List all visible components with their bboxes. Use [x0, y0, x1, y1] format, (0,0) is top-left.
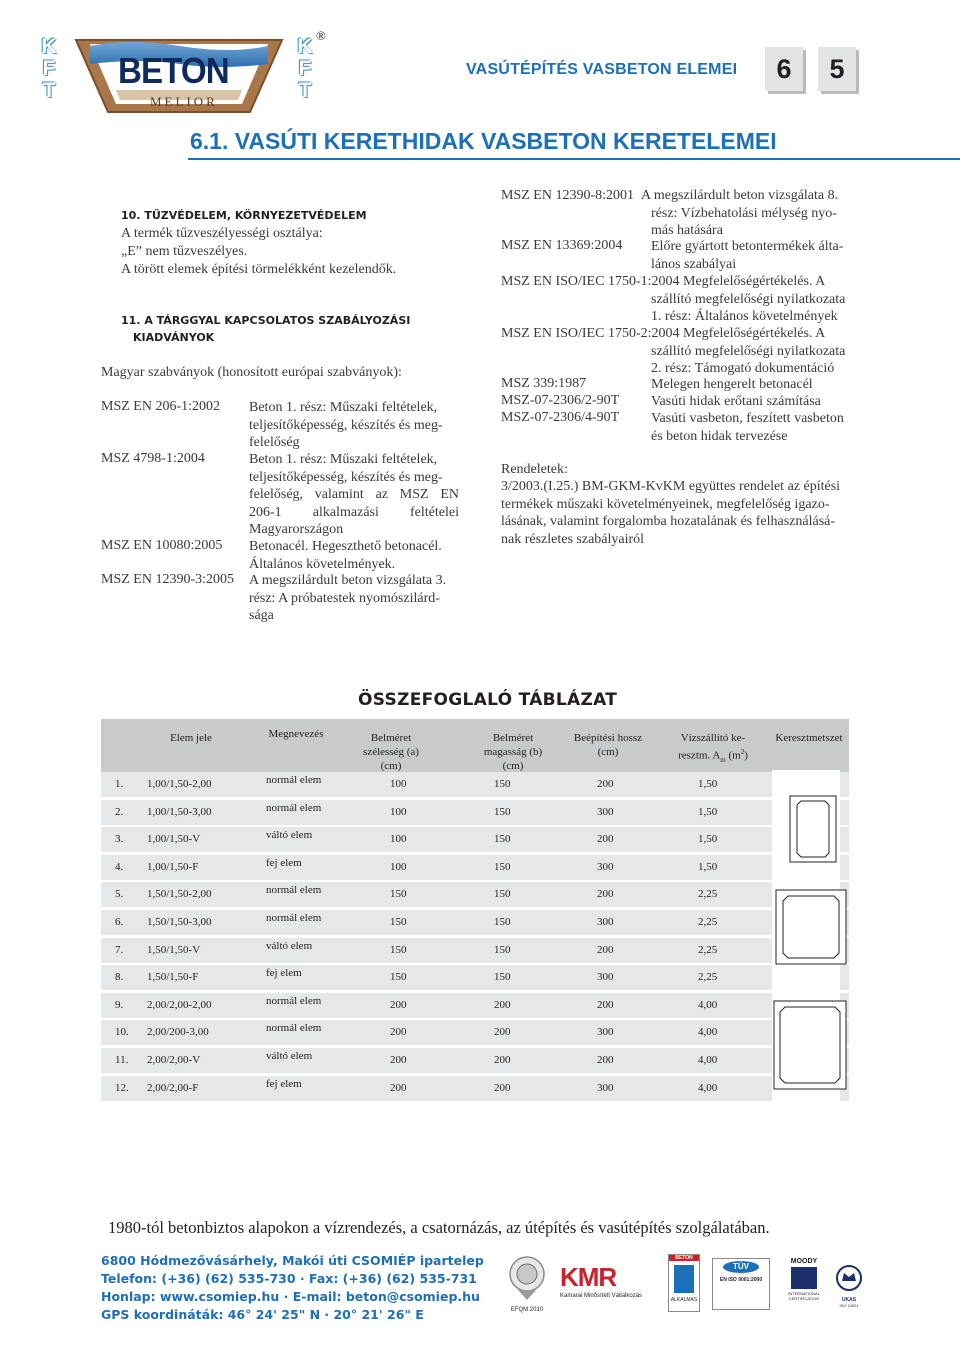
- table-row: [101, 855, 849, 880]
- footer-web[interactable]: Honlap: www.csomiep.hu · E-mail: beton@csomiep.hu: [101, 1289, 480, 1304]
- standard-description: Betonacél. Hegeszthető betonacél. Általános követelmények.: [249, 539, 442, 572]
- cell-vizszallito: 4,00: [698, 998, 718, 1011]
- cell-number: 12.: [115, 1081, 129, 1094]
- cross-section-150x150-icon: [775, 889, 847, 965]
- table-row: [101, 1076, 849, 1101]
- standard-code: MSZ-07-2306/4-90T: [501, 410, 620, 425]
- standard-code: MSZ EN 13369:2004: [501, 238, 623, 253]
- cell-elem-jele: 2,00/2,00-F: [147, 1081, 199, 1094]
- table-row: [101, 800, 849, 825]
- cell-megnevezes: normál elem: [266, 912, 322, 924]
- cell-szelesseg: 100: [390, 778, 407, 790]
- cell-magassag: 150: [494, 971, 511, 984]
- cross-section-100x150-icon: [789, 795, 837, 863]
- standard-code: MSZ EN 12390-3:2005: [101, 572, 234, 587]
- cell-number: 6.: [115, 916, 124, 928]
- standard-code: MSZ 339:1987: [501, 376, 587, 391]
- cell-number: 4.: [115, 860, 124, 873]
- section10-line: A törött elemek építési törmelékként kezelendők.: [121, 262, 397, 277]
- logo-main-text: BETON: [118, 50, 229, 91]
- standard-code: MSZ EN ISO/IEC 1750-2:2004: [501, 326, 680, 341]
- cell-megnevezes: fej elem: [266, 856, 302, 869]
- cell-elem-jele: 1,50/1,50-V: [147, 943, 201, 956]
- cell-elem-jele: 1,50/1,50-2,00: [147, 888, 212, 901]
- footer-gps: GPS koordináták: 46° 24' 25" N · 20° 21' 26" E: [101, 1307, 424, 1322]
- cell-magassag: 150: [494, 805, 511, 818]
- efqm-label: EFQM 2010: [510, 1307, 544, 1313]
- th-keresztmetszet: Keresztmetszet: [775, 732, 843, 744]
- cell-szelesseg: 100: [390, 860, 407, 873]
- page-number-box: 5: [818, 47, 856, 91]
- standard-code: MSZ 4798-1:2004: [101, 451, 205, 466]
- cell-hossz: 300: [597, 1081, 614, 1094]
- cell-megnevezes: váltó elem: [266, 1050, 313, 1062]
- ukas-crown-icon: [832, 1264, 866, 1292]
- table-row: [101, 910, 849, 935]
- standard-code: MSZ EN ISO/IEC 1750-1:2004: [501, 274, 680, 289]
- table-row: [101, 965, 849, 990]
- efqm-emblem-icon: [506, 1254, 548, 1302]
- footer-address: 6800 Hódmezővásárhely, Makói úti CSOMIÉP ipartelep: [101, 1253, 484, 1268]
- cell-magassag: 150: [494, 888, 511, 901]
- cell-hossz: 200: [597, 833, 614, 846]
- cell-number: 9.: [115, 998, 124, 1011]
- cell-szelesseg: 150: [390, 888, 407, 901]
- section10-line: A termék tűzveszélyességi osztálya:: [121, 226, 323, 241]
- standard-description: Melegen hengerelt betonacél: [651, 377, 813, 392]
- cell-magassag: 150: [494, 833, 511, 846]
- cell-megnevezes: normál elem: [266, 774, 322, 786]
- beton-badge: BETON ALKALMAS: [668, 1254, 700, 1312]
- cell-hossz: 200: [597, 888, 614, 901]
- cell-elem-jele: 2,00/2,00-V: [147, 1054, 201, 1066]
- kft-letter-left-f: F: [42, 57, 56, 80]
- standard-description: Vasúti hidak erőtani számítása: [651, 394, 821, 409]
- standard-entry: MSZ EN ISO/IEC 1750-1:2004 Megfelelőségértékelés. A szállító megfelelőségi nyilatkozata 1. rész: Általános követelmények: [501, 274, 846, 324]
- cell-number: 11.: [115, 1054, 129, 1066]
- cell-vizszallito: 4,00: [698, 1026, 718, 1039]
- cell-magassag: 150: [494, 916, 511, 928]
- standard-entry: MSZ EN 12390-8:2001 A megszilárdult beton vizsgálata 8. rész: Vízbehatolási mélység nyo- más hatására: [501, 188, 839, 238]
- kmr-logo: KMR: [560, 1262, 617, 1292]
- chapter-number-box: 6: [765, 47, 803, 91]
- cell-megnevezes: normál elem: [266, 884, 322, 897]
- cell-megnevezes: váltó elem: [266, 829, 313, 842]
- standard-description: Beton 1. rész: Műszaki feltételek, teljesítőképesség, készítés és meg- felelőség, valamint az MSZ EN 206-1 alkalmazási feltételei Magyarországon: [249, 452, 459, 537]
- cell-vizszallito: 2,25: [698, 943, 718, 956]
- ukas-badge: UKAS ISO 14001: [832, 1264, 866, 1308]
- cell-elem-jele: 1,00/1,50-2,00: [147, 778, 212, 790]
- kft-letter-right-f: F: [298, 57, 312, 80]
- table-row: [101, 938, 849, 963]
- th-vizszallito: Vízszállító ke- resztm. $A_m$ $(m^2)$: [678, 732, 748, 764]
- th-szelesseg: Belméret szélesség (a) (cm): [363, 732, 419, 772]
- kft-letter-right-t: T: [298, 79, 312, 102]
- cross-section-200x200-icon: [773, 1000, 847, 1090]
- cell-hossz: 300: [597, 1026, 614, 1039]
- cell-szelesseg: 200: [390, 998, 407, 1011]
- cell-szelesseg: 150: [390, 971, 407, 984]
- section-title: 6.1. VASÚTI KERETHIDAK VASBETON KERETELEMEI: [190, 128, 777, 154]
- cell-hossz: 200: [597, 778, 614, 790]
- cell-megnevezes: váltó elem: [266, 939, 313, 952]
- section10-line: „E” nem tűzveszélyes.: [121, 244, 248, 259]
- cell-megnevezes: fej elem: [266, 967, 302, 980]
- table-row: [101, 827, 849, 852]
- table-header: [101, 719, 849, 772]
- cell-magassag: 200: [494, 1054, 511, 1066]
- cell-number: 3.: [115, 833, 124, 846]
- standard-description: Vasúti vasbeton, feszített vasbeton és beton hidak tervezése: [651, 411, 844, 444]
- kmr-text: Kamarai Minősített Vállalkozás: [560, 1293, 643, 1299]
- cell-vizszallito: 2,25: [698, 971, 718, 984]
- cell-elem-jele: 1,50/1,50-F: [147, 971, 199, 984]
- cell-magassag: 150: [494, 860, 511, 873]
- cell-magassag: 150: [494, 943, 511, 956]
- cell-magassag: 200: [494, 1026, 511, 1039]
- standard-entry: MSZ EN ISO/IEC 1750-2:2004 Megfelelőségértékelés. A szállító megfelelőségi nyilatkozata 2. rész: Támogató dokumentáció: [501, 326, 846, 376]
- tuv-badge: TÜV EN ISO 9001:2000: [712, 1258, 770, 1310]
- cell-szelesseg: 150: [390, 916, 407, 928]
- table-title: ÖSSZEFOGLALÓ TÁBLÁZAT: [358, 690, 618, 710]
- cell-vizszallito: 1,50: [698, 833, 718, 846]
- cell-vizszallito: 4,00: [698, 1054, 718, 1066]
- decrees-text: 3/2003.(I.25.) BM-GKM-KvKM együttes rendelet az építési termékek műszaki követelményeinek, megfelelőség igazo- lásának, valamint forgalomba hozatalának és felhasználásá- nak részletes szabályairól: [501, 479, 841, 547]
- table-row: [101, 1048, 849, 1073]
- cell-megnevezes: fej elem: [266, 1077, 302, 1090]
- standard-description: A megszilárdult beton vizsgálata 3. rész: A próbatestek nyomószilárd- sága: [249, 573, 447, 623]
- standard-code: MSZ EN 12390-8:2001: [501, 188, 634, 203]
- standard-description: Beton 1. rész: Műszaki feltételek, teljesítőképesség, készítés és meg- felelőség: [249, 400, 443, 450]
- cell-hossz: 200: [597, 998, 614, 1011]
- moody-badge: MOODY INTERNATIONAL CERTIFICATION: [788, 1258, 820, 1301]
- th-hossz: Beépítési hossz (cm): [573, 732, 643, 758]
- table-row: [101, 882, 849, 907]
- cell-elem-jele: 2,00/200-3,00: [147, 1026, 209, 1039]
- cell-hossz: 300: [597, 860, 614, 873]
- cell-elem-jele: 1,50/1,50-3,00: [147, 916, 212, 928]
- cell-number: 1.: [115, 778, 124, 790]
- cell-hossz: 200: [597, 943, 614, 956]
- kft-letter-left-k: K: [41, 35, 57, 58]
- standard-code: MSZ EN 206-1:2002: [101, 399, 220, 414]
- kft-letter-right-k: K: [297, 35, 313, 58]
- cell-elem-jele: 1,00/1,50-V: [147, 833, 201, 846]
- standard-code: MSZ EN 10080:2005: [101, 538, 223, 553]
- cell-szelesseg: 200: [390, 1054, 407, 1066]
- cell-vizszallito: 4,00: [698, 1081, 718, 1094]
- footer-phone: Telefon: (+36) (62) 535-730 · Fax: (+36) (62) 535-731: [101, 1271, 477, 1286]
- cell-szelesseg: 100: [390, 833, 407, 846]
- cell-magassag: 200: [494, 1081, 511, 1094]
- cell-vizszallito: 2,25: [698, 888, 718, 901]
- footer-slogan: 1980-tól betonbiztos alapokon a vízrendezés, a csatornázás, az útépítés és vasútépítés szolgálatában.: [108, 1218, 770, 1237]
- decrees-heading: Rendeletek:: [501, 462, 568, 477]
- cell-hossz: 300: [597, 971, 614, 984]
- cell-szelesseg: 200: [390, 1026, 407, 1039]
- registered-mark: ®: [316, 28, 326, 43]
- efqm-badge: [506, 1254, 548, 1314]
- logo-sub-text: MELIOR: [150, 94, 218, 109]
- logo: [0, 0, 340, 125]
- cell-magassag: 200: [494, 998, 511, 1011]
- cell-szelesseg: 100: [390, 805, 407, 818]
- kft-letter-left-t: T: [42, 79, 56, 102]
- title-divider: [188, 158, 960, 160]
- section11-heading-cont: KIADVÁNYOK: [133, 331, 215, 344]
- cell-magassag: 150: [494, 778, 511, 790]
- standard-code: MSZ-07-2306/2-90T: [501, 393, 620, 408]
- cell-elem-jele: 2,00/2,00-2,00: [147, 998, 212, 1011]
- cell-number: 8.: [115, 971, 124, 984]
- cell-number: 5.: [115, 888, 124, 901]
- cell-megnevezes: normál elem: [266, 1022, 322, 1035]
- cell-elem-jele: 1,00/1,50-F: [147, 860, 199, 873]
- cell-vizszallito: 2,25: [698, 916, 718, 928]
- standard-description: Előre gyártott betontermékek álta- lános szabályai: [651, 239, 844, 272]
- cell-number: 7.: [115, 943, 124, 956]
- cell-hossz: 300: [597, 805, 614, 818]
- cell-hossz: 200: [597, 1054, 614, 1066]
- kmr-badge: [560, 1262, 660, 1308]
- th-elem-jele: Elem jele: [170, 732, 212, 744]
- cell-megnevezes: normál elem: [266, 994, 322, 1007]
- cell-vizszallito: 1,50: [698, 805, 718, 818]
- cell-number: 10.: [115, 1026, 129, 1039]
- table-row: [101, 993, 849, 1018]
- cell-hossz: 300: [597, 916, 614, 928]
- th-magassag: Belméret magasság (b) (cm): [483, 732, 543, 772]
- cell-vizszallito: 1,50: [698, 860, 718, 873]
- cell-megnevezes: normál elem: [266, 801, 322, 814]
- section10-heading: 10. TŰZVÉDELEM, KÖRNYEZETVÉDELEM: [121, 209, 367, 222]
- table-row: [101, 1020, 849, 1045]
- cell-szelesseg: 200: [390, 1081, 407, 1094]
- section11-intro: Magyar szabványok (honosított európai szabványok):: [101, 365, 402, 380]
- section11-heading: 11. A TÁRGGYAL KAPCSOLATOS SZABÁLYOZÁSI: [121, 314, 411, 327]
- cell-szelesseg: 150: [390, 943, 407, 956]
- cell-vizszallito: 1,50: [698, 778, 718, 790]
- series-title: VASÚTÉPÍTÉS VASBETON ELEMEI: [466, 61, 738, 78]
- th-megnevezes: Megnevezés: [268, 728, 324, 740]
- cell-elem-jele: 1,00/1,50-3,00: [147, 805, 212, 818]
- cell-number: 2.: [115, 805, 124, 818]
- table-row: [101, 772, 849, 797]
